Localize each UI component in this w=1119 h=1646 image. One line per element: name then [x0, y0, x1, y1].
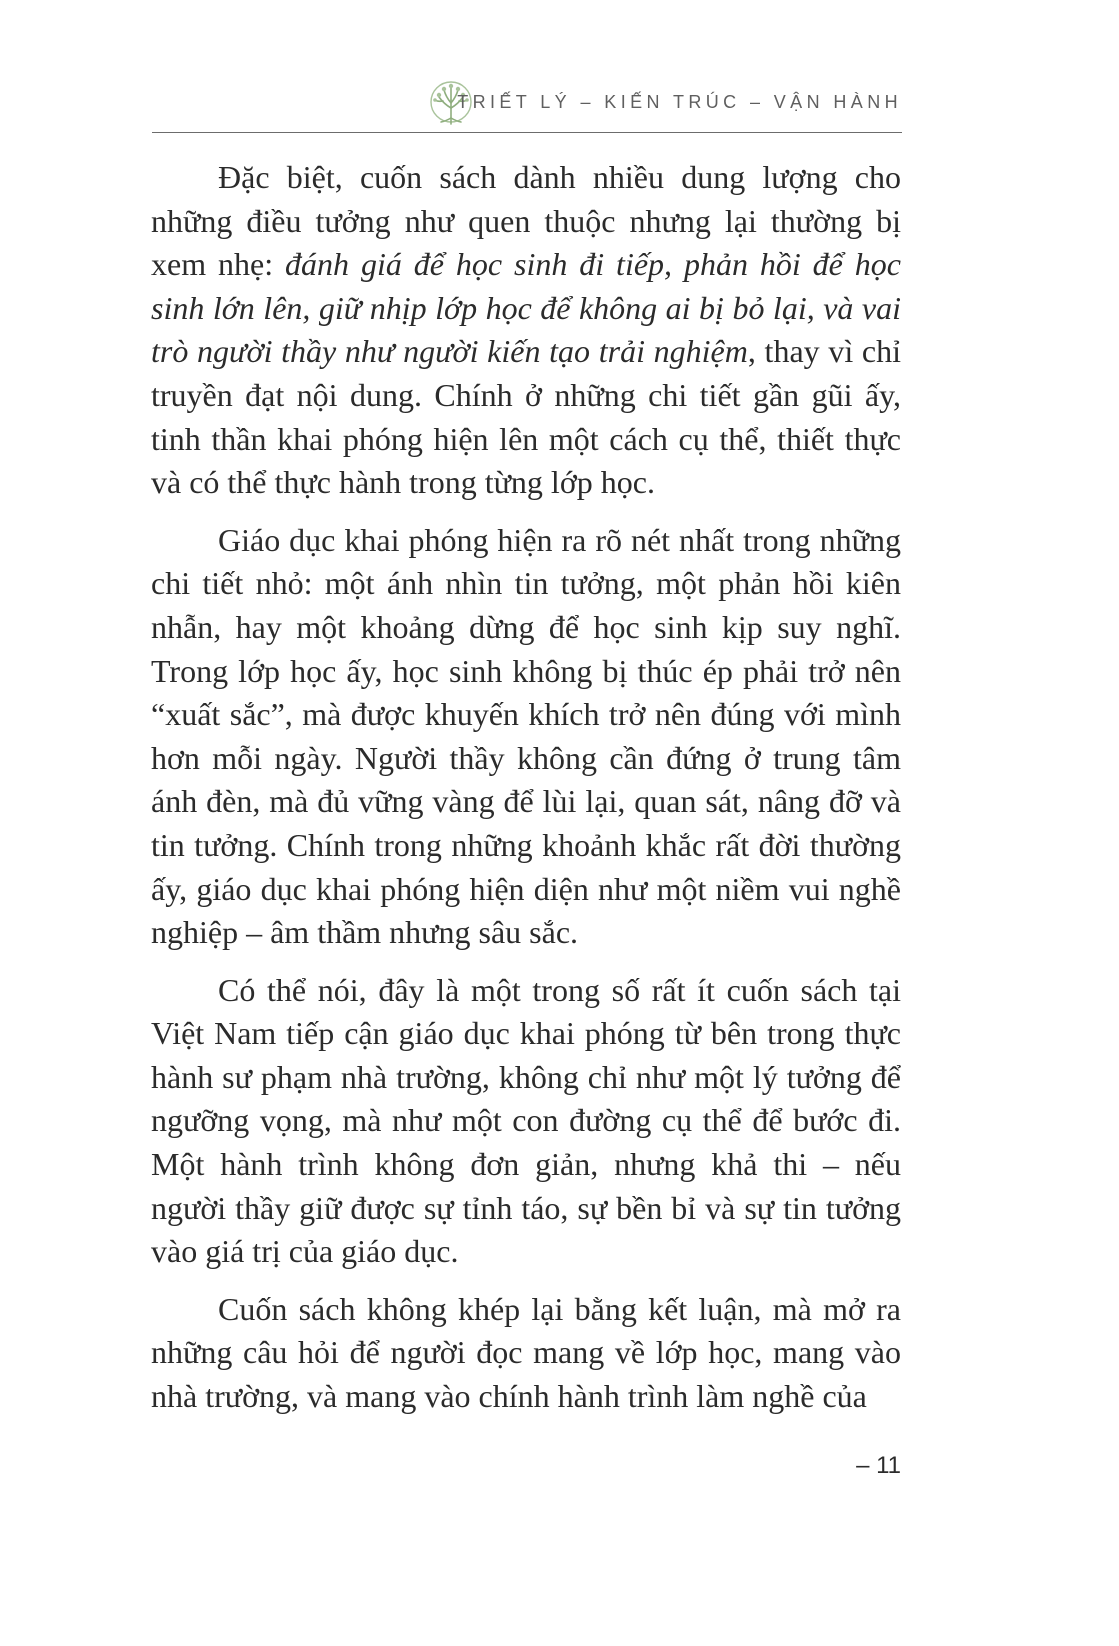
paragraph-1 — [151, 156, 901, 505]
running-header — [152, 74, 902, 133]
paragraph-4: Cuốn sách không khép lại bằng kết luận, mà mở ra những câu hỏi để người đọc mang về lớp học, mang vào nhà trường, và mang vào chính hành trình làm nghề của — [151, 1290, 901, 1415]
body-text — [151, 156, 901, 1433]
paragraph-2: Giáo dục khai phóng hiện ra rõ nét nhất trong những chi tiết nhỏ: một ánh nhìn tin tưởng, một phản hồi kiên nhẫn, hay một khoảng dừng để học sinh kịp suy nghĩ. Trong lớp học ấy, học sinh không bị thúc ép phải trở nên “xuất sắc”, mà được khuyến khích trở nên đúng với mình hơn mỗi ngày. Người thầy không cần đứng ở trung tâm ánh đèn, mà đủ vững vàng để lùi lại, quan sát, nâng đỡ và tin tưởng. Chính trong những khoảnh khắc rất đời thường ấy, giáo dục khai phóng hiện diện như một niềm vui nghề nghiệp – âm thầm nhưng sâu sắc. — [151, 521, 901, 951]
paragraph-1-italic: đánh giá để học sinh đi tiếp, phản hồi để học sinh lớn lên, giữ nhịp lớp học để không ai bị bỏ lại, và vai trò người thầy như người kiến tạo trải nghiệm — [151, 246, 902, 370]
paragraph-1-before: Đặc biệt, cuốn sách dành nhiều dung lượng cho những điều tưởng như quen thuộc nhưng lại thường bị xem nhẹ: — [151, 159, 901, 283]
paragraph-3: Có thể nói, đây là một trong số rất ít cuốn sách tại Việt Nam tiếp cận giáo dục khai phóng từ bên trong thực hành sư phạm nhà trường, không chỉ như một lý tưởng để ngưỡng vọng, mà như một con đường cụ thể để bước đi. Một hành trình không đơn giản, nhưng khả thi – nếu người thầy giữ được sự tỉnh táo, sự bền bỉ và sự tin tưởng vào giá trị của giáo dục. — [151, 971, 901, 1270]
page-number: – 11 — [856, 1452, 901, 1479]
header-title: TRIẾT LÝ – KIẾN TRÚC – VẬN HÀNH — [457, 92, 902, 112]
paragraph-1-after: , thay vì chỉ truyền đạt nội dung. Chính ở những chi tiết gần gũi ấy, tinh thần khai phóng hiện lên một cách cụ thể, thiết thực và có thể thực hành trong từng lớp học. — [151, 333, 901, 501]
